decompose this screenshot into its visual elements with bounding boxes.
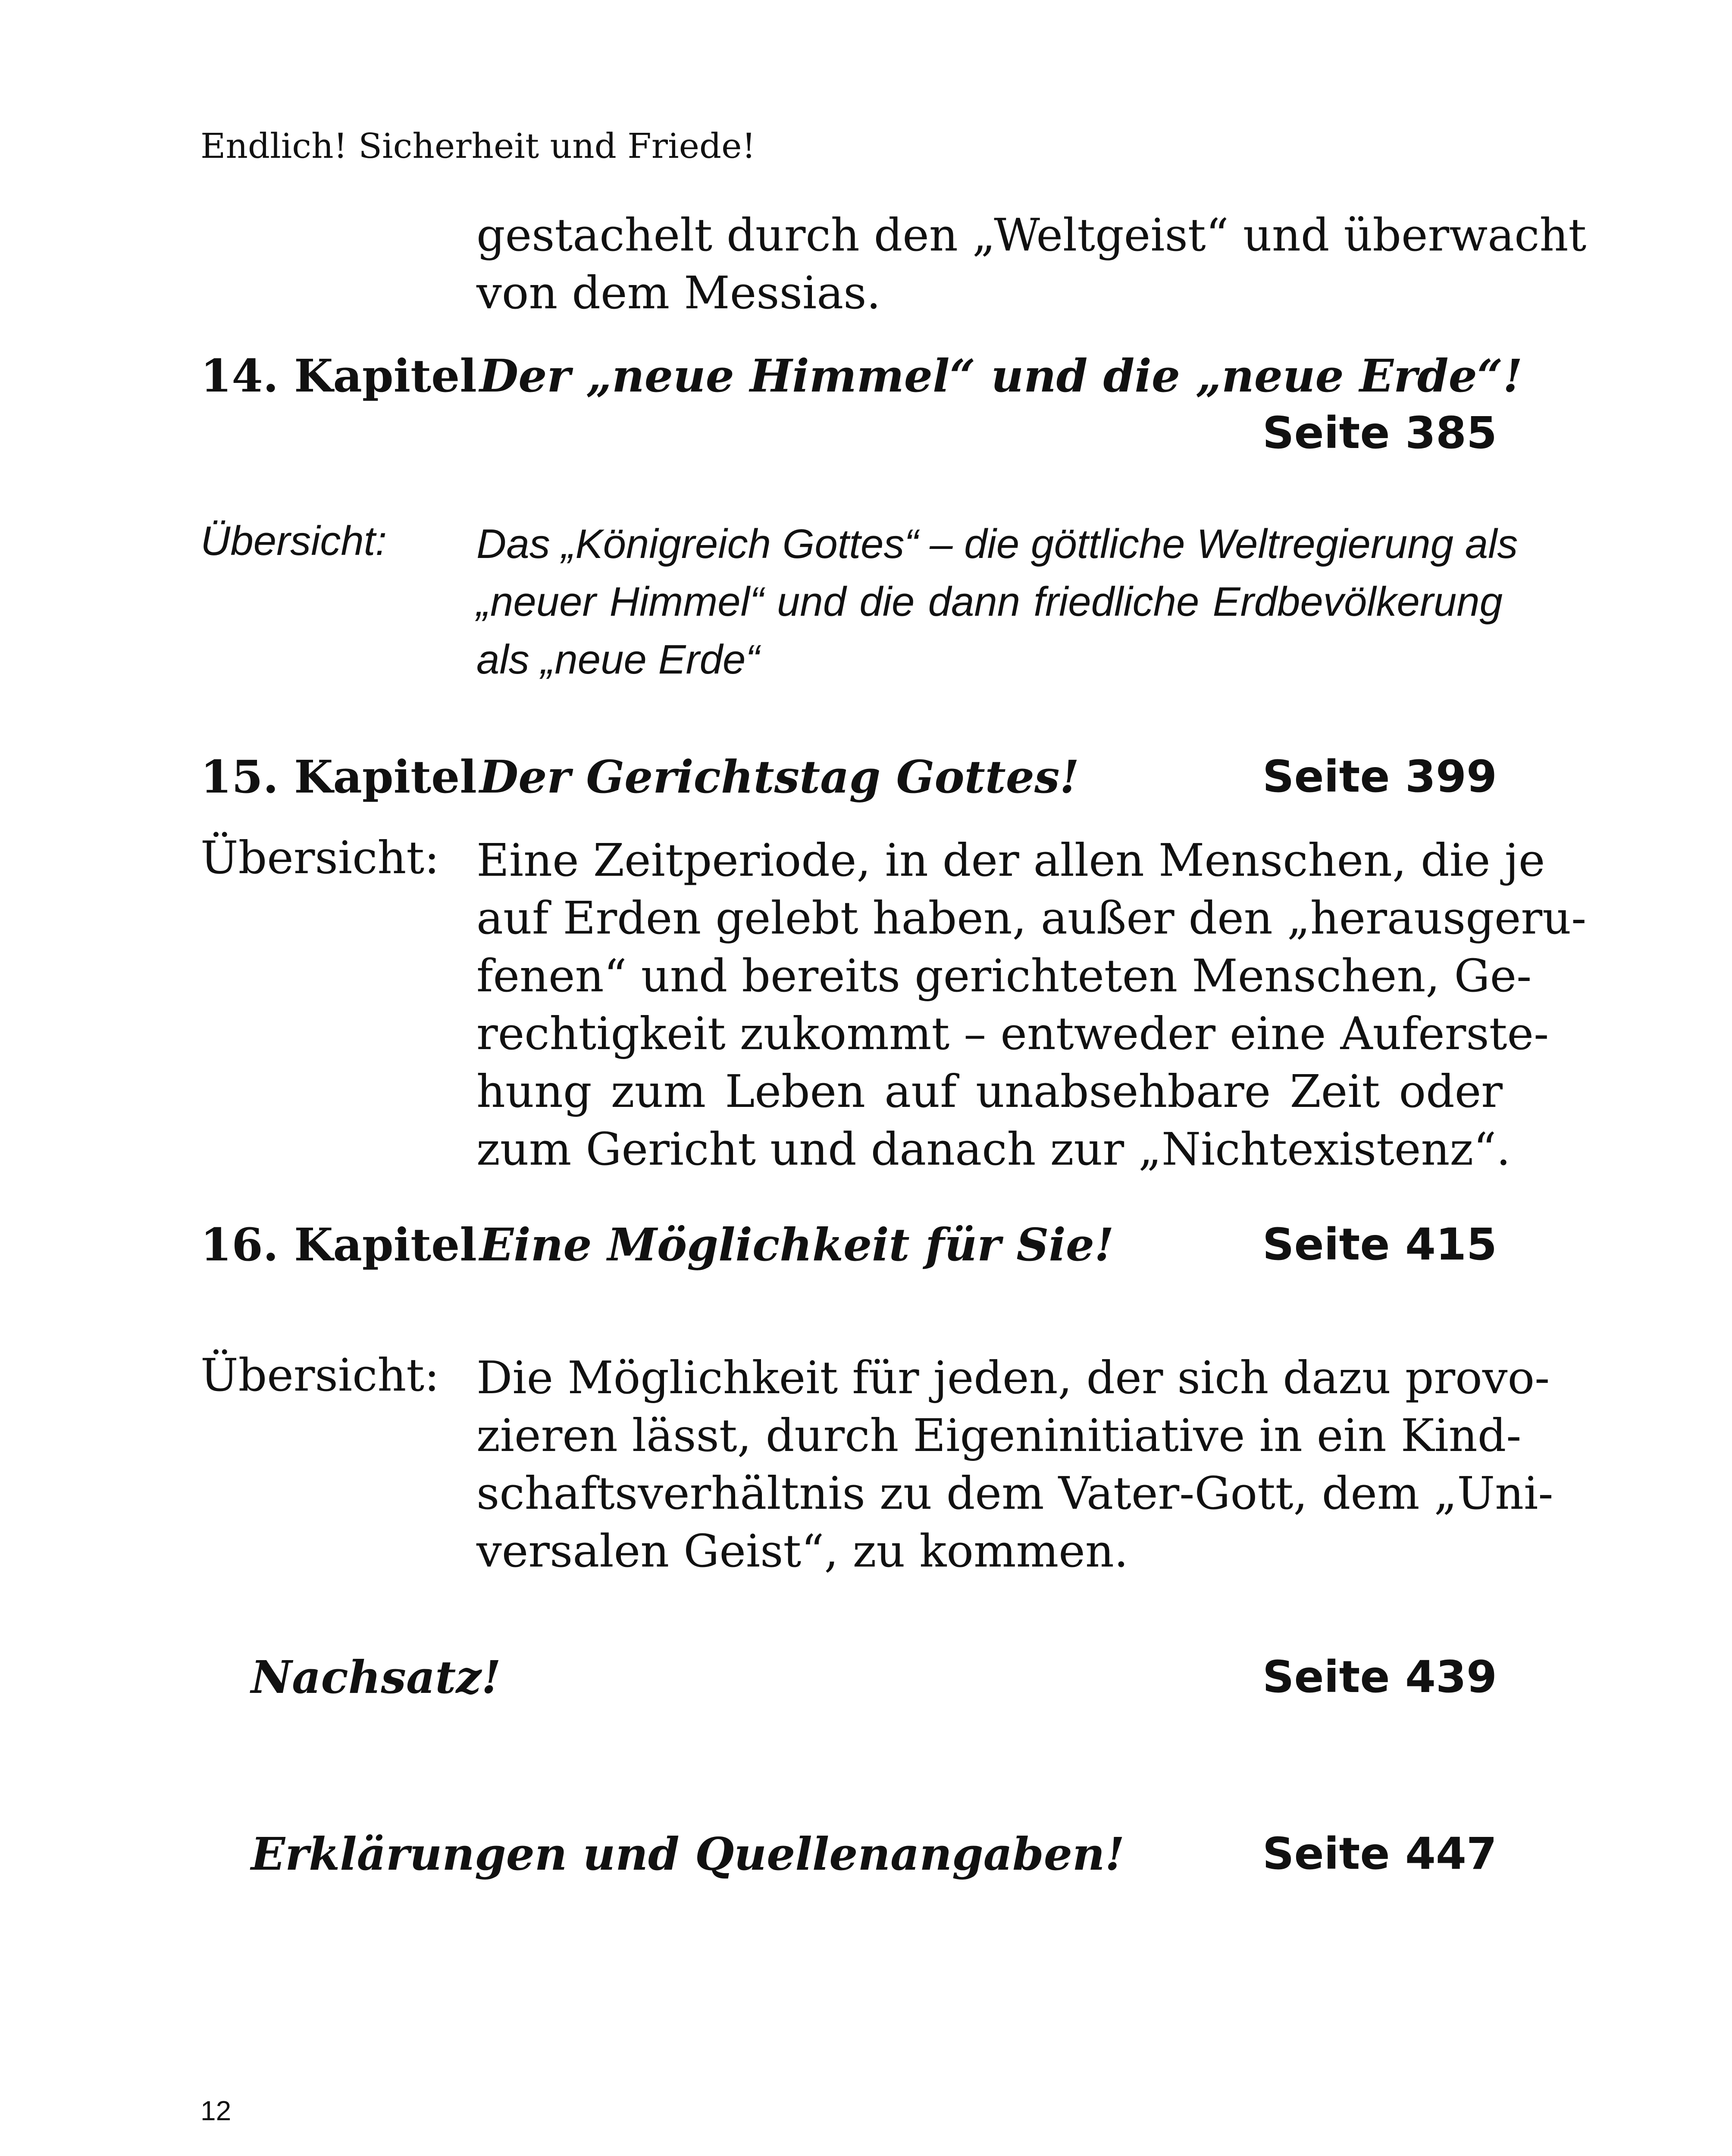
- continuation-line: von dem Messias.: [476, 266, 881, 319]
- overview-line: hung zum Leben auf unabsehbare Zeit oder: [476, 1065, 1503, 1118]
- running-header: Endlich! Sicherheit und Friede!: [200, 126, 756, 166]
- erklaerungen-page: Seite 447: [1262, 1828, 1497, 1880]
- overview-line: versalen Geist“, zu kommen.: [476, 1525, 1128, 1577]
- overview-line: auf Erden gelebt haben, außer den „herausgeru-: [476, 892, 1587, 944]
- chapter-14-overview-label: Übersicht:: [200, 518, 387, 564]
- nachsatz-title: Nachsatz!: [251, 1651, 501, 1704]
- chapter-16-label: 16. Kapitel: [200, 1218, 477, 1271]
- chapter-15-title: Der Gerichtstag Gottes!: [479, 750, 1080, 803]
- chapter-15-page: Seite 399: [1262, 751, 1497, 802]
- chapter-15-overview-label: Übersicht:: [200, 831, 440, 884]
- overview-line: als „neue Erde“: [476, 636, 760, 683]
- chapter-16-overview-label: Übersicht:: [200, 1349, 440, 1401]
- page-number: 12: [200, 2095, 232, 2126]
- overview-line: rechtigkeit zukommt – entweder eine Auferste-: [476, 1007, 1549, 1060]
- chapter-15-label: 15. Kapitel: [200, 750, 477, 803]
- chapter-14-title: Der „neue Himmel“ und die „neue Erde“!: [479, 349, 1523, 402]
- chapter-16-title: Eine Möglichkeit für Sie!: [479, 1218, 1114, 1271]
- continuation-line: gestachelt durch den „Weltgeist“ und überwacht: [476, 209, 1587, 261]
- chapter-14-label: 14. Kapitel: [200, 349, 477, 402]
- overview-line: zieren lässt, durch Eigeninitiative in ein Kind-: [476, 1409, 1522, 1462]
- overview-line: „neuer Himmel“ und die dann friedliche Erdbevölkerung: [476, 579, 1503, 625]
- overview-line: Das „Königreich Gottes“ – die göttliche Weltregierung als: [476, 521, 1518, 567]
- overview-line: schaftsverhältnis zu dem Vater-Gott, dem „Uni-: [476, 1467, 1553, 1520]
- overview-line: fenen“ und bereits gerichteten Menschen, Ge-: [476, 950, 1532, 1002]
- chapter-16-page: Seite 415: [1262, 1219, 1497, 1270]
- overview-line: zum Gericht und danach zur „Nichtexistenz“.: [476, 1123, 1511, 1175]
- chapter-14-page: Seite 385: [1262, 407, 1497, 459]
- overview-line: Die Möglichkeit für jeden, der sich dazu provo-: [476, 1351, 1550, 1404]
- nachsatz-page: Seite 439: [1262, 1651, 1497, 1703]
- erklaerungen-title: Erklärungen und Quellenangaben!: [251, 1827, 1125, 1880]
- overview-line: Eine Zeitperiode, in der allen Menschen, die je: [476, 834, 1545, 887]
